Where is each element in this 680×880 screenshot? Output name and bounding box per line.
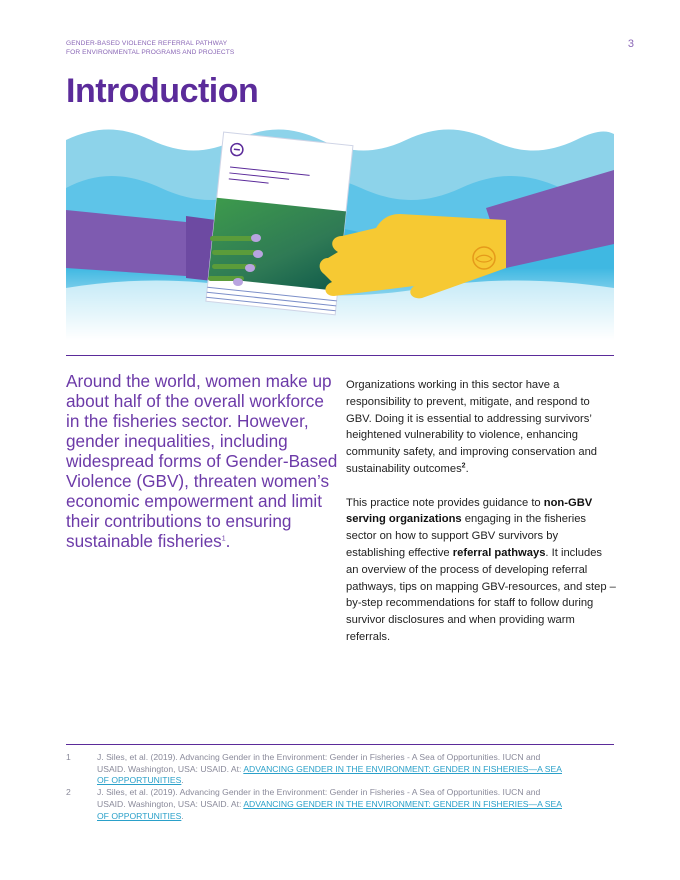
footnote-end: . [181,810,184,821]
footnote-ref-2[interactable]: 2 [461,462,466,470]
illustration-svg [66,128,614,340]
footnotes [66,752,614,822]
body-p1-end: . [465,462,469,475]
footnote-1 [66,752,614,787]
footnote-number: 2 [66,787,71,798]
body-p2-part-b: engaging in the fisheries sector on how to support GBV survivors by establishing effective [346,513,587,559]
lead-text: Around the world, women make up about half of the overall workforce in the fisheries sector. However, gender inequalities, including widespread forms of Gender-Based Violence (GBV), threaten women’s economic empowerment and limit their contributions to ensuring sustainable fisheries [66,371,338,551]
body-p2-bold-1: non-GBV serving organizations [346,496,593,526]
body-p2-bold-2: referral pathways [452,546,546,559]
footnote-2 [66,787,614,822]
footnote-text [97,752,567,787]
page-number: 3 [627,38,634,50]
lead-end: . [225,531,231,551]
handshake-illustration [66,128,614,340]
body-p2-part-a: This practice note provides guidance to [346,496,544,509]
body-column [346,377,616,663]
header-line-1: GENDER-BASED VIOLENCE REFERRAL PATHWAY [66,40,228,47]
running-header [66,39,234,57]
lead-paragraph [66,371,338,551]
page-title: Introduction [66,72,259,110]
footnote-link[interactable]: ADVANCING GENDER IN THE ENVIRONMENT: GENDER IN FISHERIES—A SEA OF OPPORTUNITIES [97,798,562,821]
body-p1-text: Organizations working in this sector have a responsibility to prevent, mitigate, and respond to GBV. Doing it is essential to addressing survivors’ heightened vulnerability to violence, enhancing community safety, and improving conservation and sustainability outcomes [346,379,598,475]
footnote-divider [66,744,614,745]
body-paragraph-1 [346,377,616,478]
body-p2-part-c: . It includes an overview of the process of developing referral pathways, tips on mapping GBV-resources, and step –by-step recommendations for staff to follow during survivor disclosures and when providing warm referrals. [346,546,616,643]
footnote-number: 1 [66,752,71,762]
footnote-text [97,787,567,822]
footnote-ref-1[interactable]: 1 [221,535,226,543]
header-line-2: FOR ENVIRONMENTAL PROGRAMS AND PROJECTS [66,49,235,56]
section-divider [66,355,614,356]
footnote-body: J. Siles, et al. (2019). Advancing Gender in the Environment: Gender in Fisheries - A Sea of Opportunities. IUCN and USAID. Washington, USA: USAID. At: [97,787,541,809]
footnote-link[interactable]: ADVANCING GENDER IN THE ENVIRONMENT: GENDER IN FISHERIES—A SEA OF OPPORTUNITIES [97,763,562,786]
footnote-end: . [181,775,184,786]
footnote-body: J. Siles, et al. (2019). Advancing Gender in the Environment: Gender in Fisheries - A Sea of Opportunities. IUCN and USAID. Washington, USA: USAID. At: [97,752,541,774]
body-paragraph-2 [346,495,616,646]
